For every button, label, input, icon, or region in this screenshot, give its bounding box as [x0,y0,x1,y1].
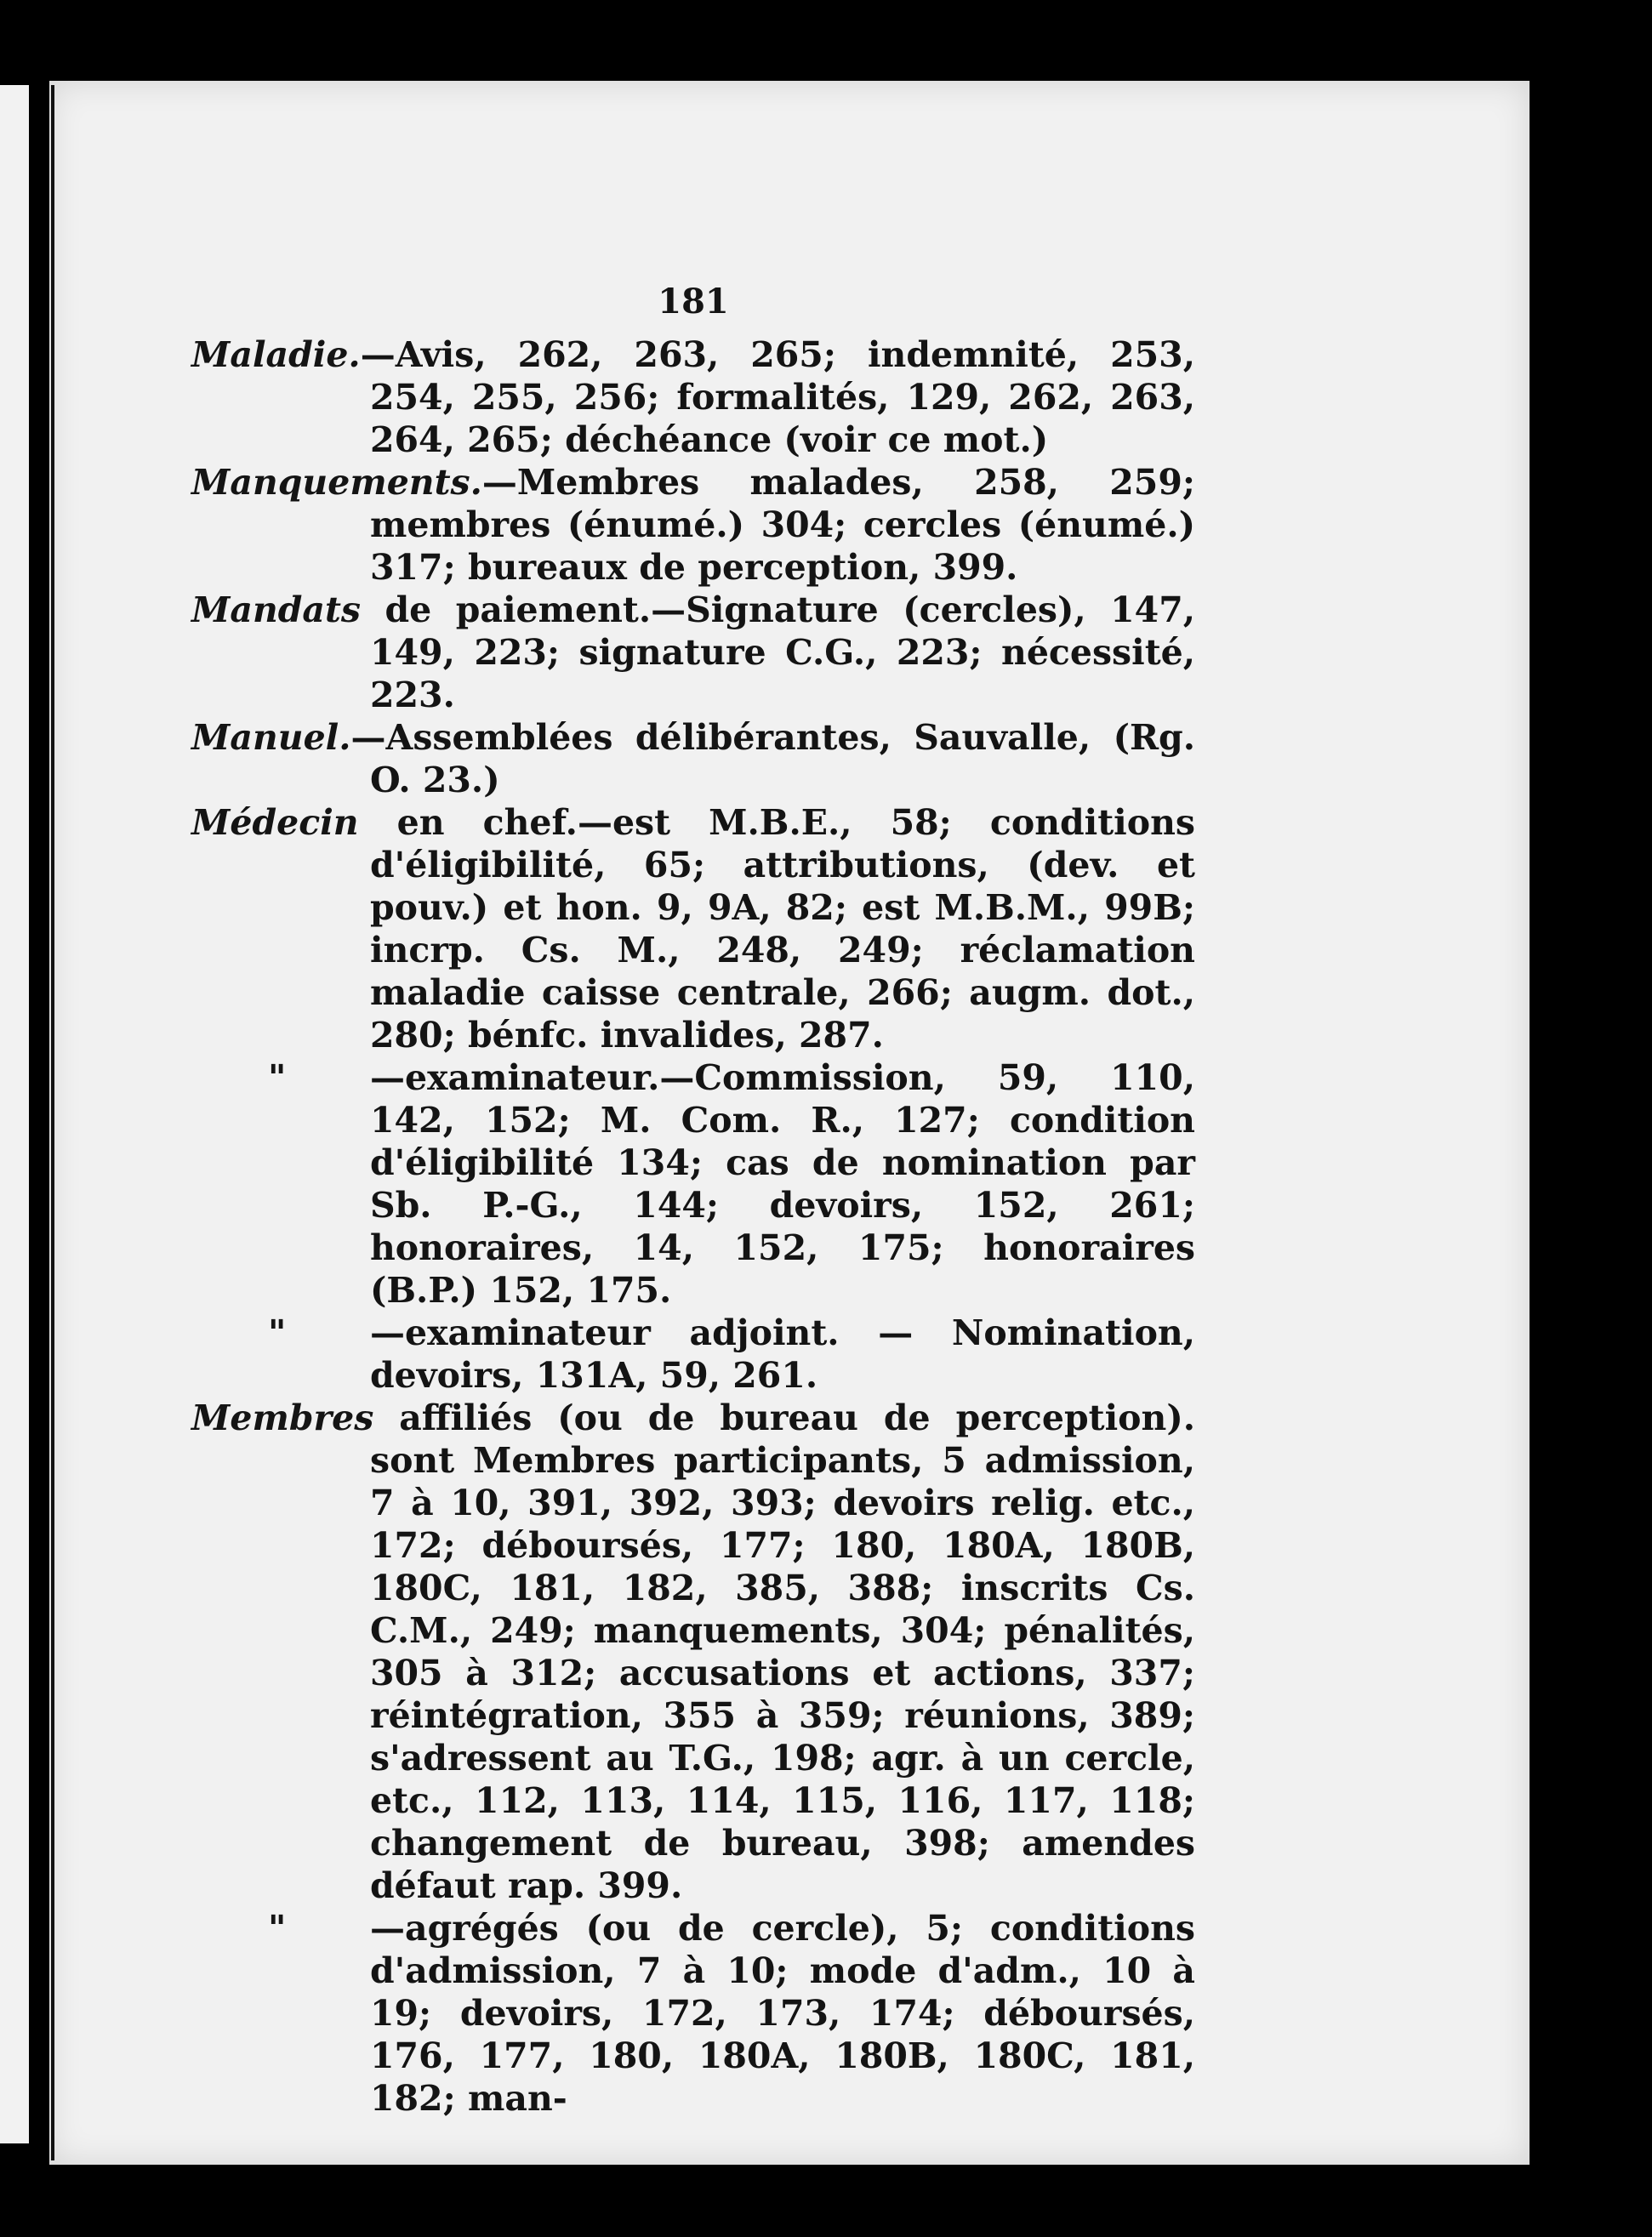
entry-text: en chef.—est M.B.E., 58; conditions d'éligibilité, 65; attributions, (dev. et pouv.) et hon. 9, 9A, 82; est M.B.M., 99B; incrp. Cs. M., 248, 249; réclamation maladie caisse centrale, 266; augm. dot., 280; bénfc. invalides, 287. [358,802,1195,1056]
binding-shadow [51,85,54,2160]
entry-head: Manquements. [191,462,482,503]
adjacent-page-edge [0,85,29,2143]
index-subentry-agreges [191,1907,1195,2120]
ditto-mark: " [268,1057,287,1098]
subentry-text: —examinateur adjoint. — Nomination, devoirs, 131A, 59, 261. [370,1312,1195,1396]
entry-text: —Assemblées délibérantes, Sauvalle, (Rg. O. 23.) [350,717,1195,800]
page-number: 181 [658,282,729,322]
index-content [191,281,1195,2120]
ditto-mark: " [268,1312,287,1353]
index-subentry-examinateur-adjoint [191,1312,1195,1397]
entry-text: de paiement.—Signature (cercles), 147, 149, 223; signature C.G., 223; nécessité, 223. [361,589,1195,715]
entry-head: Médecin [191,802,359,843]
index-entry-manquements [191,461,1195,589]
entry-head: Maladie. [191,334,361,375]
index-entry-medecin [191,801,1195,1056]
index-subentry-examinateur [191,1056,1195,1312]
entry-text: —Membres malades, 258, 259; membres (énumé.) 304; cercles (énumé.) 317; bureaux de perception, 399. [370,462,1195,588]
subentry-text: —examinateur.—Commission, 59, 110, 142, 152; M. Com. R., 127; condition d'éligibilité 134; cas de nomination par Sb. P.-G., 144; devoirs, 152, 261; honoraires, 14, 152, 175; honoraires (B.P.) 152, 175. [370,1057,1195,1311]
ditto-mark: " [268,1908,287,1949]
index-entry-membres [191,1397,1195,1907]
entry-head: Mandats [191,589,362,630]
index-entry-mandats [191,589,1195,716]
index-entry-manuel [191,716,1195,801]
subentry-text: —agrégés (ou de cercle), 5; conditions d'admission, 7 à 10; mode d'adm., 10 à 19; devoirs, 172, 173, 174; déboursés, 176, 177, 180, 180A, 180B, 180C, 181, 182; man- [370,1908,1195,2119]
entry-head: Manuel. [191,717,351,758]
entry-text: affiliés (ou de bureau de perception). sont Membres participants, 5 admission, 7 à 10, 391, 392, 393; devoirs relig. etc., 172; déboursés, 177; 180, 180A, 180B, 180C, 181, 182, 385, 388; inscrits Cs. C.M., 249; manquements, 304; pénalités, 305 à 312; accusations et actions, 337; réintégration, 355 à 359; réunions, 389; s'adressent au T.G., 198; agr. à un cercle, etc., 112, 113, 114, 115, 116, 117, 118; changement de bureau, 398; amendes défaut rap. 399. [370,1397,1195,1906]
index-entry-maladie [191,333,1195,461]
entry-text: —Avis, 262, 263, 265; indemnité, 253, 254, 255, 256; formalités, 129, 262, 263, 264, 265; déchéance (voir ce mot.) [360,334,1195,460]
entry-head: Membres [191,1397,374,1438]
